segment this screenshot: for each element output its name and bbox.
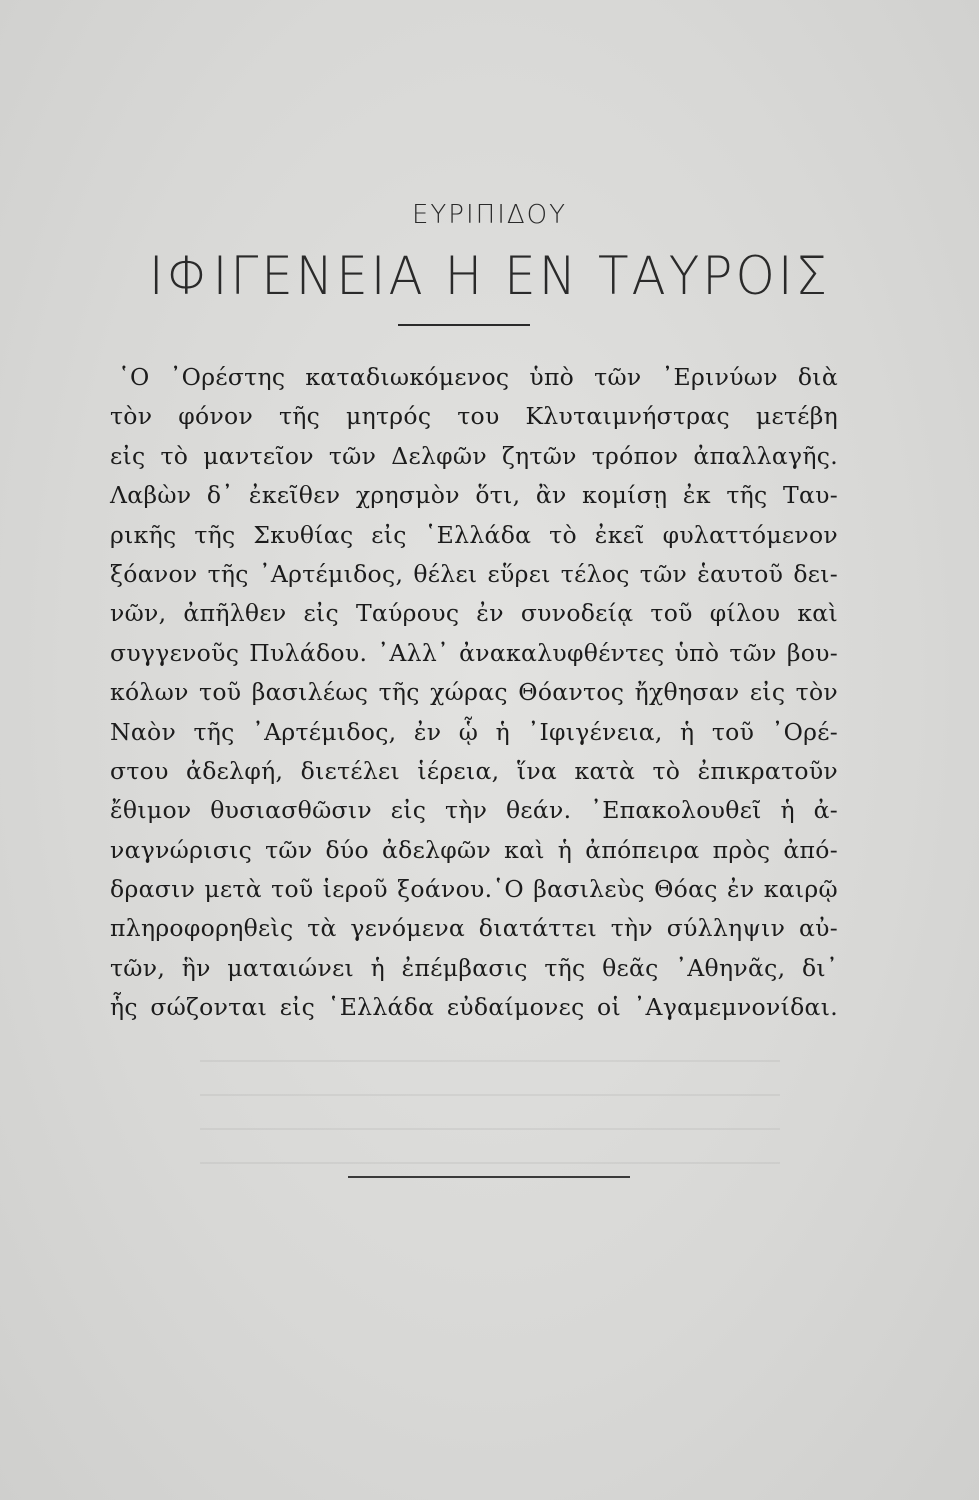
text-line: κόλων τοῦ βασιλέως τῆς χώρας Θόαντος ἤχθησαν εἰς τὸν bbox=[110, 678, 838, 707]
text-line: νῶν, ἀπῆλθεν εἰς Ταύρους ἐν συνοδείᾳ τοῦ φίλου καὶ bbox=[110, 599, 838, 628]
text-line: ναγνώρισις τῶν δύο ἀδελφῶν καὶ ἡ ἀπόπειρα πρὸς ἀπό- bbox=[110, 835, 838, 864]
text-line: Ναὸν τῆς ᾿Αρτέμιδος, ἐν ᾧ ἡ ᾿Ιφιγένεια, ἡ τοῦ ᾿Ορέ- bbox=[110, 717, 838, 746]
text-line: ρικῆς τῆς Σκυθίας εἰς ῾Ελλάδα τὸ ἐκεῖ φυλαττόμενον bbox=[110, 520, 838, 549]
bottom-divider bbox=[348, 1176, 630, 1178]
show-through-texture bbox=[200, 1060, 780, 1180]
text-line: τὸν φόνον τῆς μητρός του Κλυταιμνήστρας μετέβη bbox=[110, 402, 838, 431]
text-line: Λαβὼν δ᾿ ἐκεῖθεν χρησμὸν ὅτι, ἂν κομίσῃ ἐκ τῆς Ταυ- bbox=[110, 481, 838, 510]
text-line: εἰς τὸ μαντεῖον τῶν Δελφῶν ζητῶν τρόπον ἀπαλλαγῆς. bbox=[110, 441, 838, 470]
text-line: συγγενοῦς Πυλάδου. ᾿Αλλ᾿ ἀνακαλυφθέντες ὑπὸ τῶν βου- bbox=[110, 638, 838, 667]
text-line: ῾Ο ᾿Ορέστης καταδιωκόμενος ὑπὸ τῶν ᾿Ερινύων διὰ bbox=[118, 363, 838, 391]
synopsis-paragraph bbox=[110, 358, 838, 1028]
play-title: ΙΦΙΓΕΝΕΙΑ Η ΕΝ ΤΑΥΡΟΙΣ bbox=[148, 245, 831, 307]
title-divider bbox=[398, 324, 530, 326]
author-heading: ΕΥΡΙΠΙΔΟΥ bbox=[411, 200, 567, 230]
text-line: τῶν, ἣν ματαιώνει ἡ ἐπέμβασις τῆς θεᾶς ᾿Αθηνᾶς, δι᾿ bbox=[110, 953, 838, 982]
text-line: στου ἀδελφή, διετέλει ἱέρεια, ἵνα κατὰ τὸ ἐπικρατοῦν bbox=[110, 756, 838, 785]
text-line: πληροφορηθεὶς τὰ γενόμενα διατάττει τὴν σύλληψιν αὐ- bbox=[110, 914, 838, 943]
text-line: δρασιν μετὰ τοῦ ἱεροῦ ξοάνου.῾Ο βασιλεὺς Θόας ἐν καιρῷ bbox=[110, 875, 838, 904]
text-line: ξόανον τῆς ᾿Αρτέμιδος, θέλει εὕρει τέλος τῶν ἑαυτοῦ δει- bbox=[110, 559, 838, 588]
text-line: ἔθιμον θυσιασθῶσιν εἰς τὴν θεάν. ᾿Επακολουθεῖ ἡ ἀ- bbox=[110, 796, 838, 825]
text-line: ἧς σώζονται εἰς ῾Ελλάδα εὐδαίμονες οἱ ᾿Αγαμεμνονίδαι. bbox=[110, 993, 838, 1022]
